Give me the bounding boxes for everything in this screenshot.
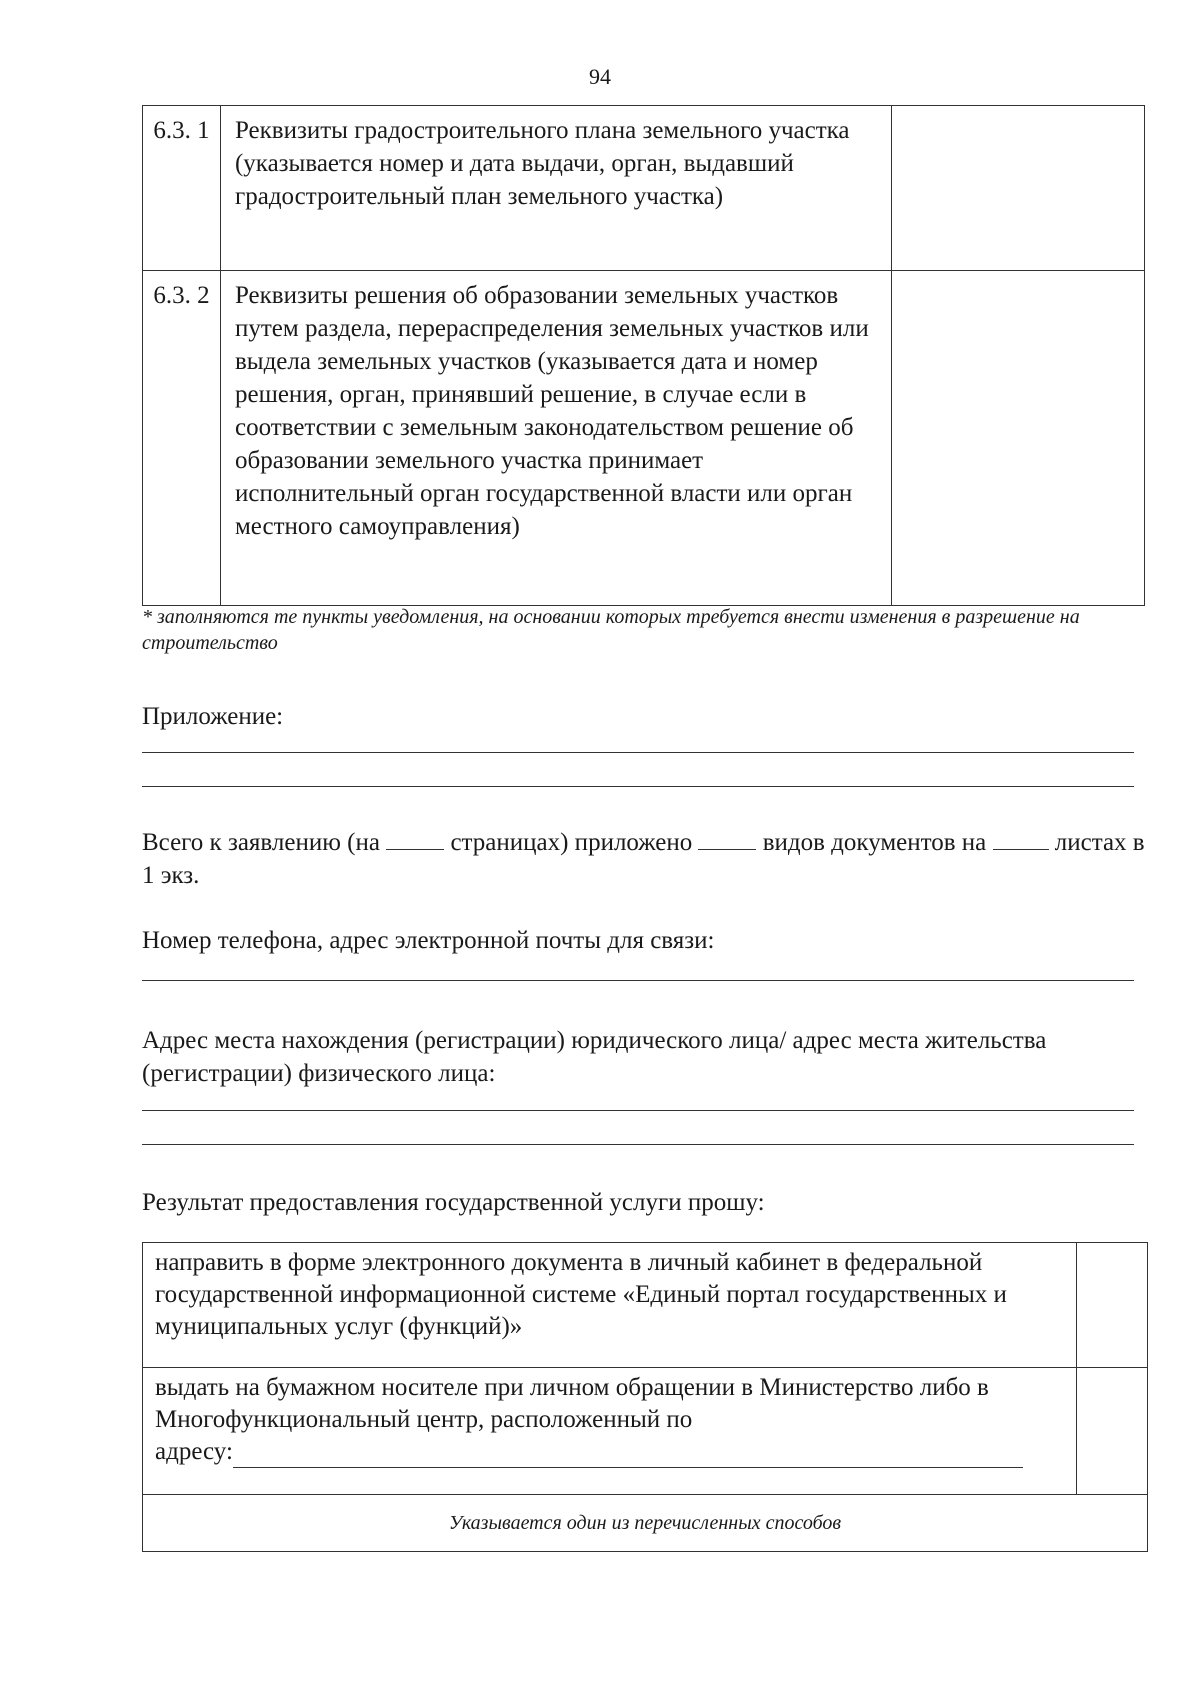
table-row: [143, 1368, 1148, 1495]
requisites-table: [142, 105, 1145, 606]
table-row: [143, 271, 1145, 606]
sheets-count-blank[interactable]: [993, 829, 1049, 850]
address-line-1[interactable]: [142, 1110, 1134, 1111]
option-electronic-checkbox[interactable]: [1077, 1243, 1148, 1368]
row-description: Реквизиты градостроительного плана земельного участка (указывается номер и дата выдачи, орган, выдавший градостроительный план земельного участка): [220, 106, 891, 271]
row-number: 6.3. 1: [143, 106, 221, 271]
contact-line[interactable]: [142, 980, 1134, 981]
option-address-blank[interactable]: [233, 1443, 1023, 1468]
address-label: Адрес места нахождения (регистрации) юридического лица/ адрес места жительства (регистрации) физического лица:: [142, 1027, 1047, 1087]
options-note: Указывается один из перечисленных способов: [143, 1495, 1148, 1552]
total-text-part3: видов документов на: [762, 829, 987, 856]
attachment-line-2[interactable]: [142, 786, 1134, 787]
attachment-line-1[interactable]: [142, 752, 1134, 753]
row-value-cell[interactable]: [892, 271, 1145, 606]
contact-label: Номер телефона, адрес электронной почты для связи:: [142, 927, 715, 954]
total-text-part1: Всего к заявлению (на: [142, 829, 380, 856]
result-options-table: [142, 1242, 1148, 1552]
row-number: 6.3. 2: [143, 271, 221, 606]
footnote: * заполняются те пункты уведомления, на основании которых требуется внести изменения в разрешение на строительство: [142, 606, 1080, 654]
address-prefix: адресу:: [155, 1438, 233, 1465]
option-paper-checkbox[interactable]: [1077, 1368, 1148, 1495]
option-paper-text: выдать на бумажном носителе при личном обращении в Министерство либо в Многофункциональный центр, расположенный по: [155, 1374, 989, 1433]
address-line-2[interactable]: [142, 1144, 1134, 1145]
option-paper-cell: [143, 1368, 1077, 1495]
result-label: Результат предоставления государственной услуги прошу:: [142, 1189, 765, 1216]
doc-types-count-blank[interactable]: [698, 829, 756, 850]
total-documents-text: [142, 826, 1152, 892]
attachment-label: Приложение:: [142, 703, 284, 730]
table-row: [143, 1495, 1148, 1552]
page-number: 94: [589, 64, 611, 89]
table-row: [143, 1243, 1148, 1368]
total-text-part4: листах в 1 экз.: [142, 829, 1145, 889]
total-text-part2: страницах) приложено: [450, 829, 693, 856]
table-row: [143, 106, 1145, 271]
row-value-cell[interactable]: [892, 106, 1145, 271]
pages-count-blank[interactable]: [386, 829, 444, 850]
row-description: Реквизиты решения об образовании земельных участков путем раздела, перераспределения земельных участков или выдела земельных участков (указывается дата и номер решения, орган, принявший решение, в случае если в соответствии с земельным законодательством решение об образовании земельного участка принимает исполнительный орган государственной власти или орган местного самоуправления): [220, 271, 891, 606]
option-electronic-text: направить в форме электронного документа в личный кабинет в федеральной государственной информационной системе «Единый портал государственных и муниципальных услуг (функций)»: [143, 1243, 1077, 1368]
